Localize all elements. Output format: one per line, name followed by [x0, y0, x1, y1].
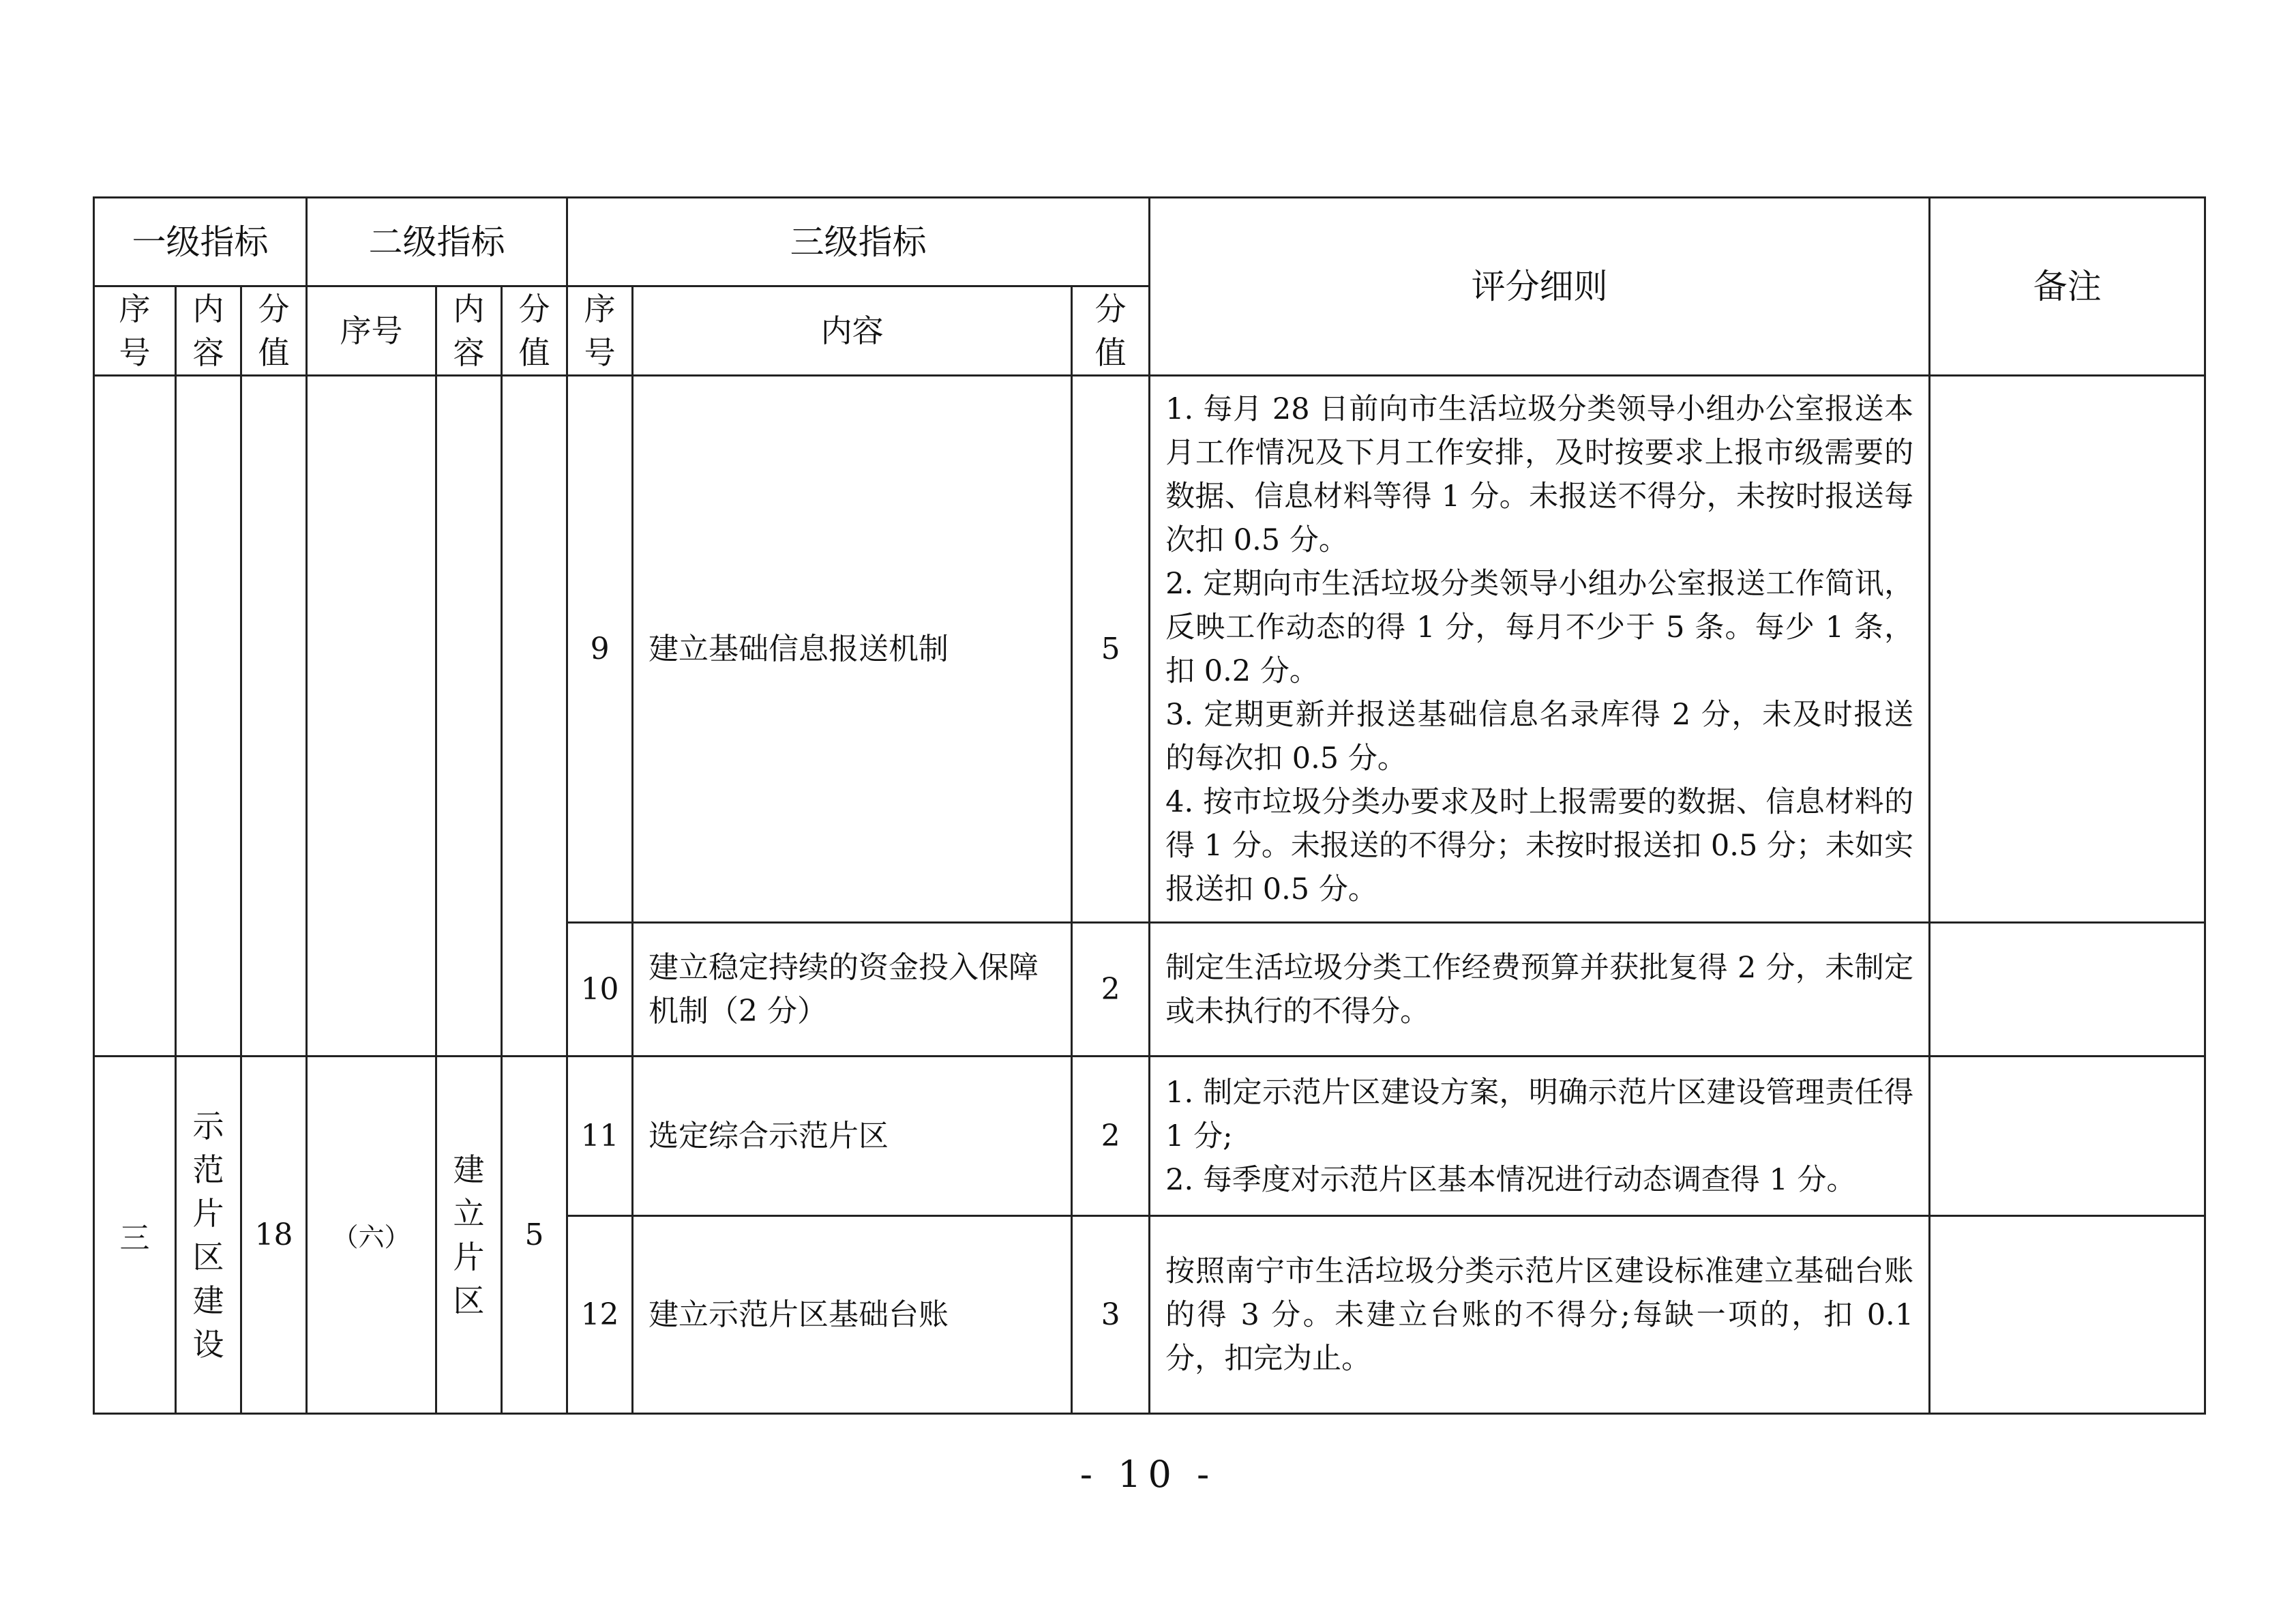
header-level3: 三级指标 [567, 198, 1150, 286]
row-seq: 9 [567, 376, 633, 923]
row-remarks [1930, 1216, 2205, 1414]
row-details [1150, 376, 1930, 923]
row-seq: 11 [567, 1057, 633, 1216]
header-l3-seq [567, 286, 633, 376]
detail-line: 2. 每季度对示范片区基本情况进行动态调查得 1 分。 [1165, 1162, 1856, 1197]
header-l1-content [176, 286, 241, 376]
row-details [1150, 923, 1930, 1057]
table-row [94, 1057, 2205, 1216]
header-l2-score-text: 分值 [518, 291, 550, 371]
header-level1: 一级指标 [94, 198, 307, 286]
detail-line: 制定生活垃圾分类工作经费预算并获批复得 2 分，未制定或未执行的不得分。 [1165, 950, 1914, 1029]
header-l1-content-text: 内容 [192, 291, 224, 371]
row-remarks [1930, 376, 2205, 923]
empty-l1-content [176, 376, 241, 1057]
section-seq: 三 [94, 1057, 176, 1414]
header-level2: 二级指标 [307, 198, 567, 286]
row-score: 3 [1072, 1216, 1150, 1414]
header-l1-score-text: 分值 [258, 291, 290, 371]
header-l2-content-text: 内容 [453, 291, 485, 371]
header-row-1 [94, 198, 2205, 286]
page-number: - 10 - [1079, 1453, 1217, 1496]
detail-line: 3. 定期更新并报送基础信息名录库得 2 分，未及时报送的每次扣 0.5 分。 [1165, 697, 1914, 776]
table-row [94, 376, 2205, 923]
header-l3-seq-text: 序号 [584, 291, 616, 371]
detail-line: 4. 按市垃圾分类办要求及时上报需要的数据、信息材料的得 1 分。未报送的不得分；未按时报送扣 0.5 分；未如实报送扣 0.5 分。 [1165, 784, 1914, 906]
header-l2-seq: 序号 [307, 286, 436, 376]
row-details [1150, 1057, 1930, 1216]
row-score: 2 [1072, 923, 1150, 1057]
row-details [1150, 1216, 1930, 1414]
empty-l1-score [241, 376, 307, 1057]
header-l3-score [1072, 286, 1150, 376]
row-content: 建立示范片区基础台账 [633, 1216, 1072, 1414]
header-scoring: 评分细则 [1150, 198, 1930, 376]
row-score: 2 [1072, 1057, 1150, 1216]
empty-l2-content [436, 376, 502, 1057]
row-seq: 12 [567, 1216, 633, 1414]
empty-l2-seq [307, 376, 436, 1057]
row-content: 建立基础信息报送机制 [633, 376, 1072, 923]
row-content: 选定综合示范片区 [633, 1057, 1072, 1216]
header-l3-content: 内容 [633, 286, 1072, 376]
row-remarks [1930, 1057, 2205, 1216]
row-seq: 10 [567, 923, 633, 1057]
section-l2-content-text: 建立片区 [453, 1151, 485, 1319]
row-score: 5 [1072, 376, 1150, 923]
empty-l2-score [502, 376, 567, 1057]
section-content-text: 示范片区建设 [192, 1107, 224, 1363]
detail-line: 1. 每月 28 日前向市生活垃圾分类领导小组办公室报送本月工作情况及下月工作安排，及时按要求上报市级需要的数据、信息材料等得 1 分。未报送不得分，未按时报送每次扣 0.5 分。 [1165, 392, 1914, 557]
header-l1-seq [94, 286, 176, 376]
section-l2-content [436, 1057, 502, 1414]
scoring-table [93, 196, 2206, 1415]
header-l2-score [502, 286, 567, 376]
header-l2-content [436, 286, 502, 376]
header-remarks: 备注 [1930, 198, 2205, 376]
detail-line: 1. 制定示范片区建设方案，明确示范片区建设管理责任得 1 分; [1165, 1075, 1914, 1153]
header-l1-score [241, 286, 307, 376]
row-remarks [1930, 923, 2205, 1057]
detail-line: 2. 定期向市生活垃圾分类领导小组办公室报送工作简讯，反映工作动态的得 1 分，每月不少于 5 条。每少 1 条，扣 0.2 分。 [1165, 566, 1914, 688]
row-content: 建立稳定持续的资金投入保障机制（2 分） [633, 923, 1072, 1057]
section-content [176, 1057, 241, 1414]
section-l2-seq: （六） [307, 1057, 436, 1414]
section-l2-score: 5 [502, 1057, 567, 1414]
empty-l1-seq [94, 376, 176, 1057]
section-score: 18 [241, 1057, 307, 1414]
header-l3-score-text: 分值 [1094, 291, 1127, 371]
header-l1-seq-text: 序号 [119, 291, 151, 371]
detail-line: 按照南宁市生活垃圾分类示范片区建设标准建立基础台账的得 3 分。未建立台账的不得分;每缺一项的，扣 0.1 分，扣完为止。 [1165, 1254, 1914, 1376]
